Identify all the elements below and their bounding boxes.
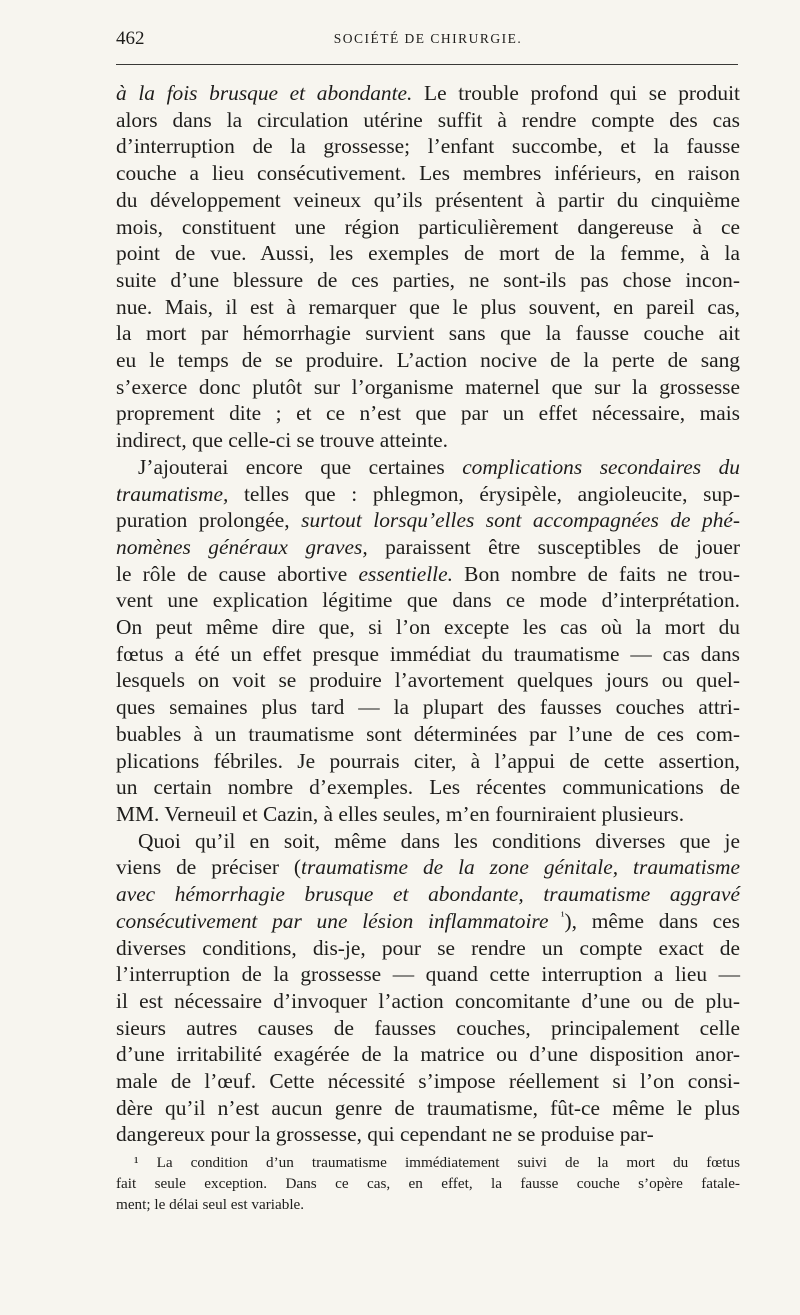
text-segment: On peut même dire que, si l’on excepte les cas où la mort du <box>116 615 740 640</box>
footnote <box>116 1152 740 1215</box>
text-line <box>116 988 740 1015</box>
text-segment: nue. Mais, il est à remarquer que le plus souvent, en pareil cas, <box>116 294 740 319</box>
text-line <box>116 961 740 988</box>
text-line <box>116 1121 740 1148</box>
text-segment: il est nécessaire d’invoquer l’action concomitante d’une ou de plu- <box>116 988 740 1013</box>
text-line <box>116 107 740 134</box>
text-segment: mois, constituent une région particulièrement dangereuse à ce <box>116 214 740 239</box>
paragraph <box>116 828 740 1148</box>
text-segment: lesquels on voit se produire l’avortement quelques jours ou quel- <box>116 668 740 693</box>
italic-text: nomènes généraux graves, <box>116 534 368 559</box>
text-segment: plications fébriles. Je pourrais citer, à l’appui de cette assertion, <box>116 748 740 773</box>
text-segment: eu le temps de se produire. L’action nocive de la perte de sang <box>116 348 740 373</box>
text-line <box>116 641 740 668</box>
text-line <box>116 1015 740 1042</box>
italic-text: essentielle. <box>358 561 453 586</box>
text-segment: diverses conditions, dis-je, pour se rendre un compte exact de <box>116 935 740 960</box>
text-segment: suite d’une blessure de ces parties, ne sont-ils pas chose incon- <box>116 267 740 292</box>
text-line <box>116 801 740 828</box>
italic-text: traumatisme de la zone génitale, traumatisme <box>301 855 741 880</box>
text-line <box>116 400 740 427</box>
text-segment: paraissent être susceptibles de jouer <box>367 534 740 559</box>
text-line <box>116 614 740 641</box>
text-line <box>116 935 740 962</box>
text-segment: buables à un traumatisme sont déterminées par l’une de ces com- <box>116 721 740 746</box>
text-line <box>116 881 740 908</box>
text-segment: la mort par hémorrhagie survient sans que la fausse couche ait <box>116 321 740 346</box>
paragraph <box>116 454 740 828</box>
text-line <box>116 721 740 748</box>
text-line <box>116 374 740 401</box>
text-segment: puration prolongée, <box>116 508 302 533</box>
text-segment: l’interruption de la grossesse — quand cette interruption a lieu — <box>116 962 740 987</box>
text-segment: d’interruption de la grossesse; l’enfant succombe, et la fausse <box>116 134 740 159</box>
text-segment: telles que : phlegmon, érysipèle, angioleucite, sup- <box>228 481 740 506</box>
text-segment: un certain nombre d’exemples. Les récentes communications de <box>116 775 740 800</box>
footnote-marker: ¹ <box>548 908 565 923</box>
text-line <box>116 534 740 561</box>
text-line <box>116 667 740 694</box>
text-line <box>116 694 740 721</box>
text-segment: J’ajouterai encore que certaines <box>138 454 463 479</box>
text-segment: vent une explication légitime que dans ce mode d’interprétation. <box>116 588 740 613</box>
page-header <box>116 28 740 54</box>
text-segment: sieurs autres causes de fausses couches, principalement celle <box>116 1015 740 1040</box>
header-rule <box>116 64 738 65</box>
italic-text: à la fois brusque et abondante. <box>116 81 413 105</box>
text-line <box>116 908 740 935</box>
paragraph <box>116 80 740 454</box>
text-line <box>116 187 740 214</box>
text-segment: indirect, que celle-ci se trouve atteinte. <box>116 428 448 453</box>
italic-text: traumatisme, <box>116 481 229 506</box>
text-segment: male de l’œuf. Cette nécessité s’impose réellement si l’on consi- <box>116 1069 740 1094</box>
text-segment: alors dans la circulation utérine suffit à rendre compte des cas <box>116 107 740 132</box>
text-line <box>116 481 740 508</box>
text-line <box>116 454 740 481</box>
italic-text: avec hémorrhagie brusque et abondante, traumatisme aggravé <box>116 882 740 907</box>
text-segment: viens de préciser ( <box>116 855 302 880</box>
text-line <box>116 80 740 107</box>
text-segment: dangereux pour la grossesse, qui cependant ne se produise par- <box>116 1122 654 1147</box>
text-segment: Bon nombre de faits ne trou- <box>452 561 740 586</box>
footnote-line: fait seule exception. Dans ce cas, en effet, la fausse couche s’opère fatale- <box>116 1175 740 1192</box>
text-line <box>116 160 740 187</box>
text-segment: d’une irritabilité exagérée de la matrice ou d’une disposition anor- <box>116 1042 740 1067</box>
text-segment: couche a lieu consécutivement. Les membres inférieurs, en raison <box>116 161 740 186</box>
text-line <box>116 774 740 801</box>
text-line <box>116 854 740 881</box>
italic-text: surtout lorsqu’elles sont accompagnées de phé- <box>301 508 741 533</box>
footnote-line: ment; le délai seul est variable. <box>116 1196 305 1213</box>
page-number: 462 <box>116 28 145 49</box>
text-segment: le rôle de cause abortive <box>116 561 359 586</box>
text-line <box>116 214 740 241</box>
text-line <box>116 427 740 454</box>
text-line <box>116 1095 740 1122</box>
body-text <box>116 80 740 1148</box>
text-line <box>116 587 740 614</box>
text-line <box>116 507 740 534</box>
text-segment: ques semaines plus tard — la plupart des fausses couches attri- <box>116 695 740 720</box>
text-segment: s’exerce donc plutôt sur l’organisme maternel que sur la grossesse <box>116 374 740 399</box>
text-segment: Le trouble profond qui se produit <box>412 81 740 105</box>
text-segment: Quoi qu’il en soit, même dans les conditions diverses que je <box>138 828 740 853</box>
text-line <box>116 294 740 321</box>
text-segment: point de vue. Aussi, les exemples de mort de la femme, à la <box>116 241 740 266</box>
text-line <box>116 828 740 855</box>
text-line <box>116 133 740 160</box>
text-line <box>116 320 740 347</box>
text-segment: proprement dite ; et ce n’est que par un effet nécessaire, mais <box>116 401 740 426</box>
italic-text: consécutivement par une lésion inflammatoire <box>116 908 549 933</box>
text-segment: MM. Verneuil et Cazin, à elles seules, m’en fourniraient plusieurs. <box>116 801 685 826</box>
italic-text: complications secondaires du <box>462 454 740 479</box>
running-title: SOCIÉTÉ DE CHIRURGIE. <box>333 31 523 46</box>
text-line <box>116 561 740 588</box>
text-line <box>116 240 740 267</box>
footnote-line: ¹ La condition d’un traumatisme immédiatement suivi de la mort du fœtus <box>134 1154 740 1171</box>
text-segment: dère qu’il n’est aucun genre de traumatisme, fût-ce même le plus <box>116 1095 740 1120</box>
text-segment: fœtus a été un effet presque immédiat du traumatisme — cas dans <box>116 641 740 666</box>
text-line <box>116 1068 740 1095</box>
text-line <box>116 1041 740 1068</box>
text-line <box>116 267 740 294</box>
text-line <box>116 748 740 775</box>
text-segment: du développement veineux qu’ils présentent à partir du cinquième <box>116 187 740 212</box>
text-line <box>116 347 740 374</box>
text-segment: ), même dans ces <box>564 908 740 933</box>
